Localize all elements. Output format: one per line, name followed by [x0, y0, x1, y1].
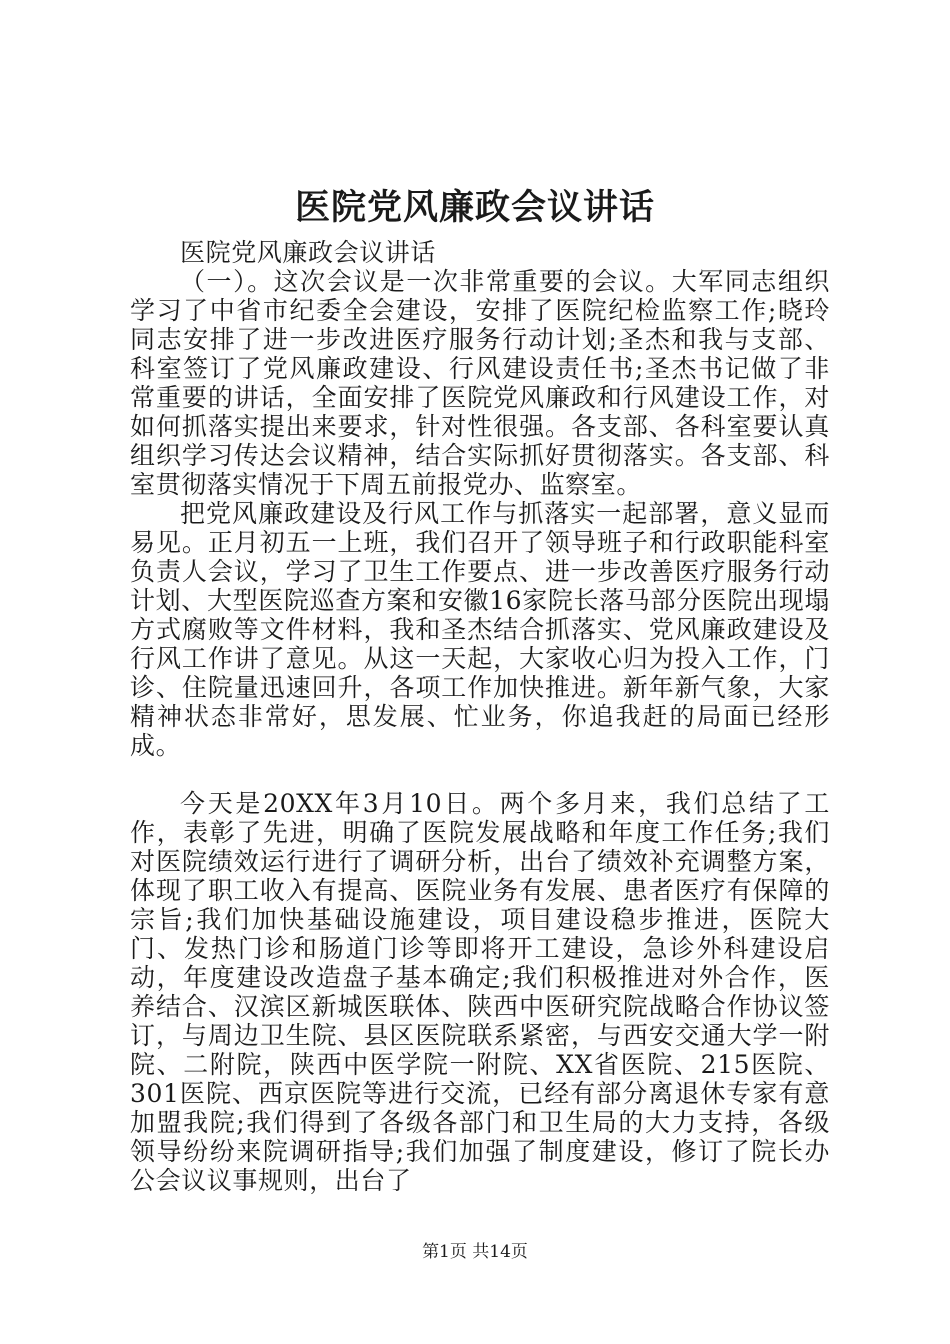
paragraph-1: （一）。这次会议是一次非常重要的会议。大军同志组织学习了中省市纪委全会建设，安排了医院纪检监察工作;晓玲同志安排了进一步改进医疗服务行动计划;圣杰和我与支部、科室签订了党风廉政建设、行风建设责任书;圣杰书记做了非常重要的讲话，全面安排了医院党风廉政和行风建设工作，对如何抓落实提出来要求，针对性很强。各支部、各科室要认真组织学习传达会议精神，结合实际抓好贯彻落实。各支部、科室贯彻落实情况于下周五前报党办、监察室。 [130, 267, 830, 499]
document-subtitle: 医院党风廉政会议讲话 [180, 238, 437, 267]
document-title: 医院党风廉政会议讲话 [294, 187, 655, 228]
paragraph-3: 今天是20XX年3月10日。两个多月来，我们总结了工作，表彰了先进，明确了医院发展战略和年度工作任务;我们对医院绩效运行进行了调研分析，出台了绩效补充调整方案，体现了职工收入有提高、医院业务有发展、患者医疗有保障的宗旨;我们加快基础设施建设，项目建设稳步推进，医院大门、发热门诊和肠道门诊等即将开工建设，急诊外科建设启动，年度建设改造盘子基本确定;我们积极推进对外合作，医养结合、汉滨区新城医联体、陕西中医研究院战略合作协议签订，与周边卫生院、县区医院联系紧密，与西安交通大学一附院、二附院，陕西中医学院一附院、XX省医院、215医院、301医院、西京医院等进行交流，已经有部分离退休专家有意加盟我院;我们得到了各级各部门和卫生局的大力支持，各级领导纷纷来院调研指导;我们加强了制度建设，修订了院长办公会议议事规则，出台了 [130, 789, 830, 1195]
paragraph-2: 把党风廉政建设及行风工作与抓落实一起部署，意义显而易见。正月初五一上班，我们召开了领导班子和行政职能科室负责人会议，学习了卫生工作要点、进一步改善医疗服务行动计划、大型医院巡查方案和安徽16家院长落马部分医院出现塌方式腐败等文件材料，我和圣杰结合抓落实、党风廉政建设及行风工作讲了意见。从这一天起，大家收心归为投入工作，门诊、住院量迅速回升，各项工作加快推进。新年新气象，大家精神状态非常好，思发展、忙业务，你追我赶的局面已经形成。 [130, 499, 830, 760]
document-body [130, 238, 830, 1195]
page-number-footer: 第1页 共14页 [422, 1242, 528, 1262]
